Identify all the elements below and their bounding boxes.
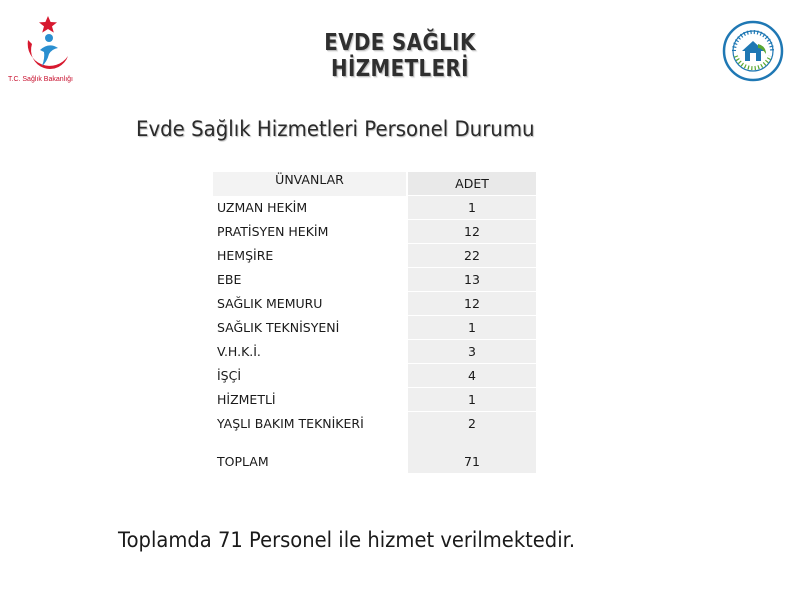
ministry-logo: [8, 14, 88, 88]
row-count: 1: [408, 196, 536, 220]
table-spacer-row: [213, 435, 536, 449]
row-title: SAĞLIK MEMURU: [213, 292, 406, 316]
table-header-row: [213, 172, 536, 196]
table-row: [213, 292, 536, 316]
row-count: 13: [408, 268, 536, 292]
table-row: [213, 220, 536, 244]
column-header-count: ADET: [408, 172, 536, 196]
table-row: [213, 364, 536, 388]
row-title: V.H.K.İ.: [213, 340, 406, 364]
table-row: [213, 388, 536, 412]
table-row: [213, 268, 536, 292]
table-row: [213, 412, 536, 436]
column-header-title: ÜNVANLAR: [213, 172, 406, 196]
banner-title: EVDE SAĞLIK HİZMETLERİ: [324, 30, 476, 82]
summary-text: Toplamda 71 Personel ile hizmet verilmektedir.: [118, 528, 576, 552]
home-health-emblem: [722, 20, 784, 86]
row-title: UZMAN HEKİM: [213, 196, 406, 220]
row-count: 4: [408, 364, 536, 388]
row-title: SAĞLIK TEKNİSYENİ: [213, 316, 406, 340]
row-title: İŞÇİ: [213, 364, 406, 388]
row-title: YAŞLI BAKIM TEKNİKERİ: [213, 412, 406, 436]
row-count: 1: [408, 388, 536, 412]
row-title: EBE: [213, 268, 406, 292]
table-total-row: [213, 449, 536, 473]
ministry-logo-caption: T.C. Sağlık Bakanlığı: [8, 76, 73, 83]
row-count: 1: [408, 316, 536, 340]
ministry-of-health-logo-icon: [18, 14, 78, 76]
row-count: 12: [408, 292, 536, 316]
row-title: HEMŞİRE: [213, 244, 406, 268]
row-title: PRATİSYEN HEKİM: [213, 220, 406, 244]
slide-title: Evde Sağlık Hizmetleri Personel Durumu: [136, 117, 535, 141]
row-count: 3: [408, 340, 536, 364]
row-count: 12: [408, 220, 536, 244]
total-count: 71: [408, 449, 536, 473]
row-title: HİZMETLİ: [213, 388, 406, 412]
table-row: [213, 244, 536, 268]
row-count: 22: [408, 244, 536, 268]
table-row: [213, 340, 536, 364]
total-label: TOPLAM: [213, 449, 406, 473]
table-row: [213, 316, 536, 340]
home-health-services-emblem-icon: [722, 20, 784, 82]
row-count: 2: [408, 412, 536, 436]
staff-table: [213, 172, 536, 473]
table-row: [213, 196, 536, 220]
